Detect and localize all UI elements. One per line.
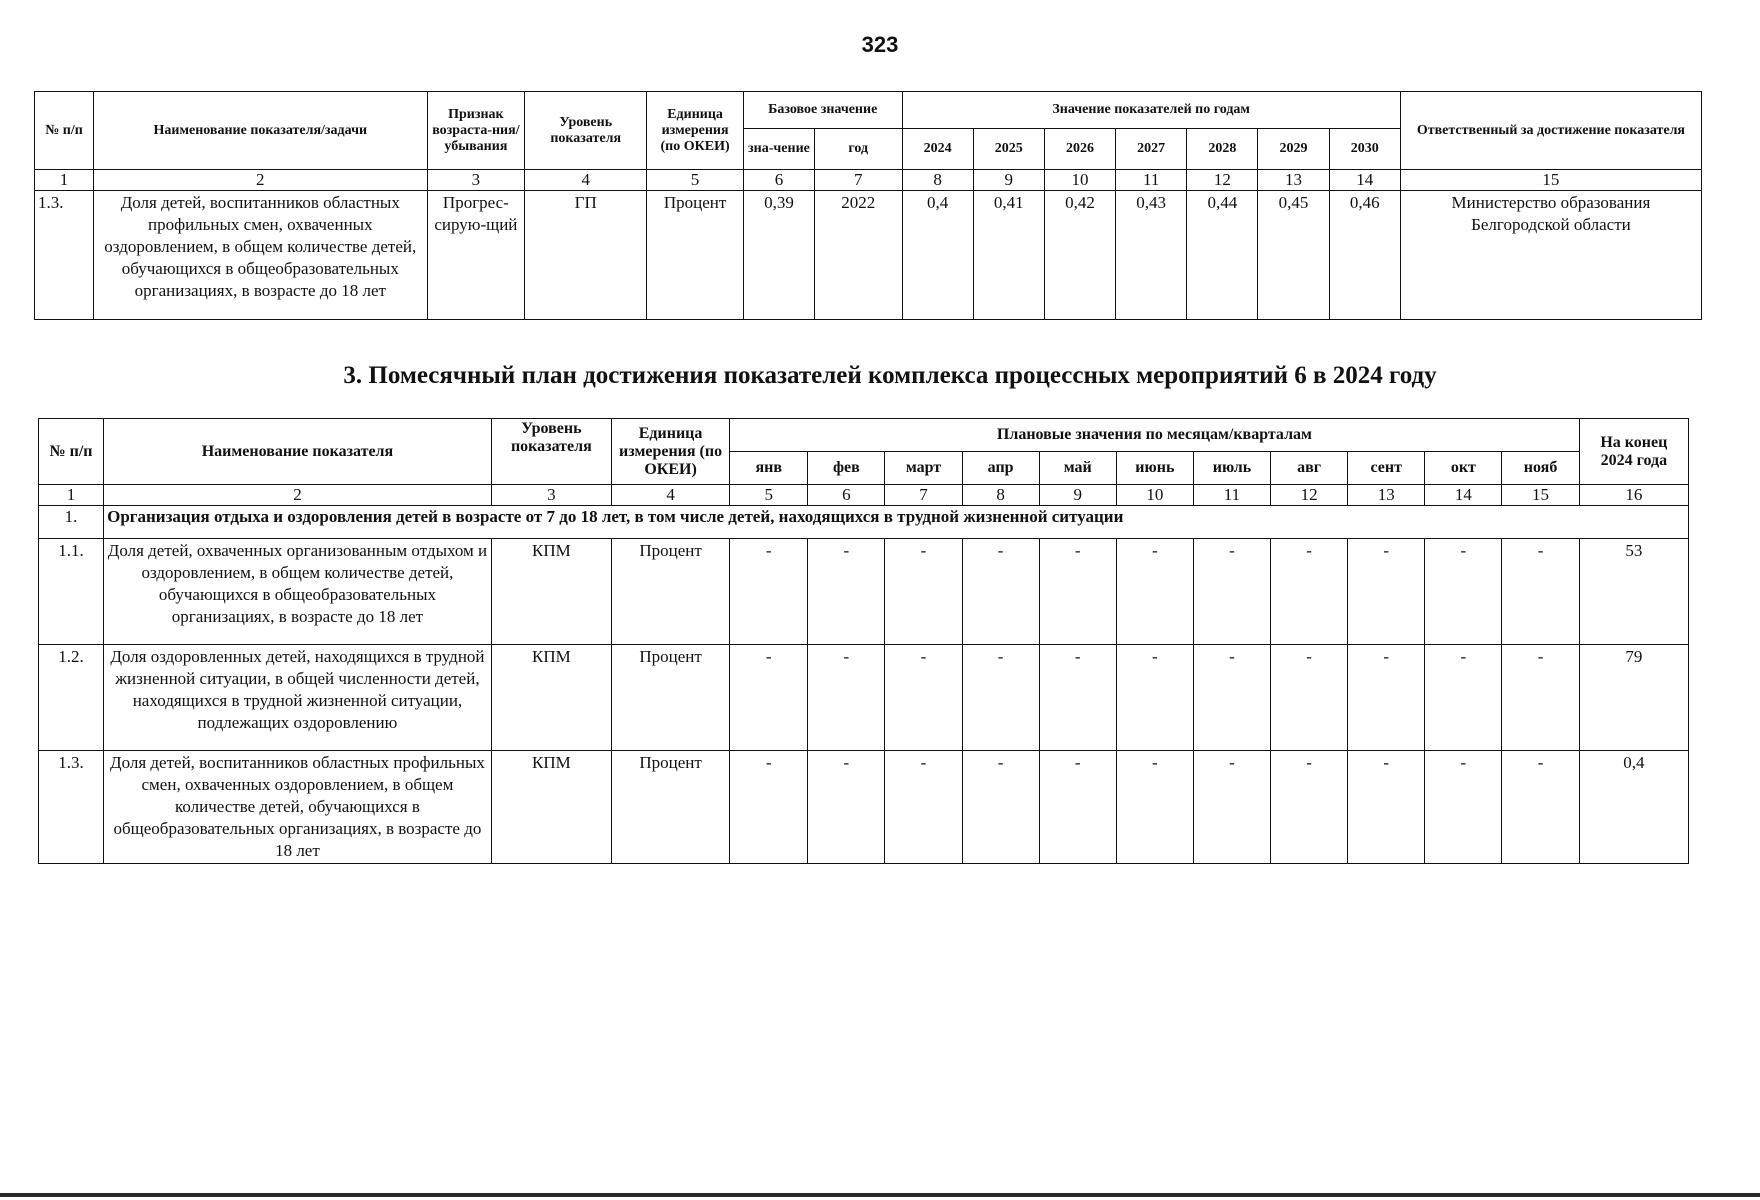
header-month: янв (730, 452, 808, 485)
header-unit: Единица измерения (по ОКЕИ) (647, 92, 744, 170)
column-number: 15 (1400, 170, 1701, 191)
column-number: 3 (491, 485, 611, 506)
row-month-value: - (885, 751, 962, 864)
row-unit: Процент (647, 191, 744, 320)
header-base-year: год (815, 129, 902, 170)
row-month-value: - (1116, 645, 1193, 751)
column-number: 9 (973, 170, 1044, 191)
column-number: 10 (1116, 485, 1193, 506)
row-month-value: - (1193, 539, 1270, 645)
row-month-value: - (1271, 751, 1348, 864)
column-number: 2 (104, 485, 492, 506)
row-level: КПМ (491, 751, 611, 864)
column-number: 15 (1502, 485, 1579, 506)
row-month-value: - (885, 539, 962, 645)
row-month-value: - (808, 539, 885, 645)
row-sign: Прогрес-сирую-щий (427, 191, 525, 320)
header-month: авг (1271, 452, 1348, 485)
header-month: май (1039, 452, 1116, 485)
header-month: сент (1348, 452, 1425, 485)
column-number: 11 (1193, 485, 1270, 506)
header-year: 2029 (1258, 129, 1329, 170)
header-months-group: Плановые значения по месяцам/кварталам (730, 419, 1580, 452)
header-name: Наименование показателя (104, 419, 492, 485)
row-month-value: - (1348, 751, 1425, 864)
row-month-value: - (1502, 751, 1579, 864)
row-month-value: - (1348, 645, 1425, 751)
header-end: На конец 2024 года (1579, 419, 1688, 485)
page-number: 323 (861, 32, 899, 57)
row-year-value: 0,4 (902, 191, 973, 320)
column-number-row (39, 485, 1689, 506)
row-unit: Процент (611, 751, 729, 864)
row-month-value: - (962, 645, 1039, 751)
header-year: 2030 (1329, 129, 1400, 170)
row-end-value: 0,4 (1579, 751, 1688, 864)
column-number: 12 (1271, 485, 1348, 506)
column-number: 7 (815, 170, 902, 191)
row-unit: Процент (611, 645, 729, 751)
row-month-value: - (1193, 751, 1270, 864)
column-number-row (35, 170, 1702, 191)
row-month-value: - (730, 539, 808, 645)
row-level: КПМ (491, 645, 611, 751)
row-month-value: - (808, 645, 885, 751)
header-responsible: Ответственный за достижение показателя (1400, 92, 1701, 170)
row-month-value: - (1193, 645, 1270, 751)
header-month: апр (962, 452, 1039, 485)
column-number: 2 (93, 170, 427, 191)
column-number: 3 (427, 170, 525, 191)
header-month: фев (808, 452, 885, 485)
header-level: Уровень показателя (491, 419, 611, 485)
row-unit: Процент (611, 539, 729, 645)
column-number: 13 (1348, 485, 1425, 506)
column-number: 1 (39, 485, 104, 506)
row-month-value: - (962, 751, 1039, 864)
row-month-value: - (1039, 539, 1116, 645)
row-year-value: 0,45 (1258, 191, 1329, 320)
column-number: 6 (808, 485, 885, 506)
row-month-value: - (1116, 751, 1193, 864)
group-title: Организация отдыха и оздоровления детей в возрасте от 7 до 18 лет, в том числе детей, находящихся в трудной жизненной ситуации (104, 506, 1689, 539)
row-month-value: - (1348, 539, 1425, 645)
header-base: Базовое значение (743, 92, 902, 129)
header-year: 2025 (973, 129, 1044, 170)
header-month: нояб (1502, 452, 1579, 485)
column-number: 8 (902, 170, 973, 191)
header-month: окт (1425, 452, 1502, 485)
header-sign: Признак возраста-ния/ убывания (427, 92, 525, 170)
column-number: 14 (1425, 485, 1502, 506)
column-number: 4 (611, 485, 729, 506)
row-month-value: - (1271, 539, 1348, 645)
header-month: март (885, 452, 962, 485)
row-level: ГП (525, 191, 647, 320)
row-month-value: - (1502, 539, 1579, 645)
column-number: 9 (1039, 485, 1116, 506)
row-name: Доля оздоровленных детей, находящихся в трудной жизненной ситуации, в общей численности детей, находящихся в трудной жизненной ситуации, подлежащих оздоровлению (104, 645, 492, 751)
row-name: Доля детей, охваченных организованным отдыхом и оздоровлением, в общем количестве детей, обучающихся в общеобразовательных организациях, в возрасте до 18 лет (104, 539, 492, 645)
table-row (35, 191, 1702, 320)
row-month-value: - (730, 645, 808, 751)
column-number: 10 (1044, 170, 1115, 191)
row-base-year: 2022 (815, 191, 902, 320)
row-month-value: - (1425, 751, 1502, 864)
row-month-value: - (1039, 751, 1116, 864)
header-year: 2028 (1187, 129, 1258, 170)
row-num: 1.2. (39, 645, 104, 751)
row-num: 1.3. (39, 751, 104, 864)
row-month-value: - (1271, 645, 1348, 751)
group-num: 1. (39, 506, 104, 539)
row-responsible: Министерство образования Белгородской области (1400, 191, 1701, 320)
header-year: 2027 (1116, 129, 1187, 170)
row-year-value: 0,43 (1116, 191, 1187, 320)
header-num: № п/п (39, 419, 104, 485)
row-name: Доля детей, воспитанников областных профильных смен, охваченных оздоровлением, в общем количестве детей, обучающихся в общеобразовательных организациях, в возрасте до 18 лет (93, 191, 427, 320)
section-title: 3. Помесячный план достижения показателей комплекса процессных мероприятий 6 в 2024 году (343, 362, 1437, 389)
row-month-value: - (1502, 645, 1579, 751)
column-number: 1 (35, 170, 94, 191)
scan-edge-line (0, 1193, 1760, 1197)
column-number: 6 (743, 170, 814, 191)
row-year-value: 0,46 (1329, 191, 1400, 320)
row-end-value: 79 (1579, 645, 1688, 751)
table-row (39, 751, 1689, 864)
column-number: 14 (1329, 170, 1400, 191)
column-number: 5 (647, 170, 744, 191)
header-unit: Единица измерения (по ОКЕИ) (611, 419, 729, 485)
column-number: 12 (1187, 170, 1258, 191)
header-num: № п/п (35, 92, 94, 170)
column-number: 4 (525, 170, 647, 191)
row-end-value: 53 (1579, 539, 1688, 645)
table-row (39, 645, 1689, 751)
column-number: 11 (1116, 170, 1187, 191)
row-month-value: - (1116, 539, 1193, 645)
row-base-value: 0,39 (743, 191, 814, 320)
row-month-value: - (1039, 645, 1116, 751)
row-level: КПМ (491, 539, 611, 645)
header-month: июль (1193, 452, 1270, 485)
row-month-value: - (885, 645, 962, 751)
table-row (39, 539, 1689, 645)
row-num: 1.1. (39, 539, 104, 645)
header-level: Уровень показателя (525, 92, 647, 170)
column-number: 5 (730, 485, 808, 506)
row-month-value: - (730, 751, 808, 864)
group-row (39, 506, 1689, 539)
header-year: 2026 (1044, 129, 1115, 170)
column-number: 7 (885, 485, 962, 506)
row-month-value: - (1425, 645, 1502, 751)
header-year: 2024 (902, 129, 973, 170)
row-name: Доля детей, воспитанников областных профильных смен, охваченных оздоровлением, в общем количестве детей, обучающихся в общеобразовательных организациях, в возрасте до 18 лет (104, 751, 492, 864)
row-year-value: 0,41 (973, 191, 1044, 320)
header-month: июнь (1116, 452, 1193, 485)
column-number: 13 (1258, 170, 1329, 191)
row-year-value: 0,42 (1044, 191, 1115, 320)
row-num: 1.3. (35, 191, 94, 320)
monthly-plan-table (38, 418, 1689, 864)
column-number: 16 (1579, 485, 1688, 506)
header-name: Наименование показателя/задачи (93, 92, 427, 170)
header-years-group: Значение показателей по годам (902, 92, 1400, 129)
header-base-value: зна-чение (743, 129, 814, 170)
indicator-table (34, 91, 1702, 320)
row-year-value: 0,44 (1187, 191, 1258, 320)
row-month-value: - (808, 751, 885, 864)
column-number: 8 (962, 485, 1039, 506)
row-month-value: - (962, 539, 1039, 645)
row-month-value: - (1425, 539, 1502, 645)
